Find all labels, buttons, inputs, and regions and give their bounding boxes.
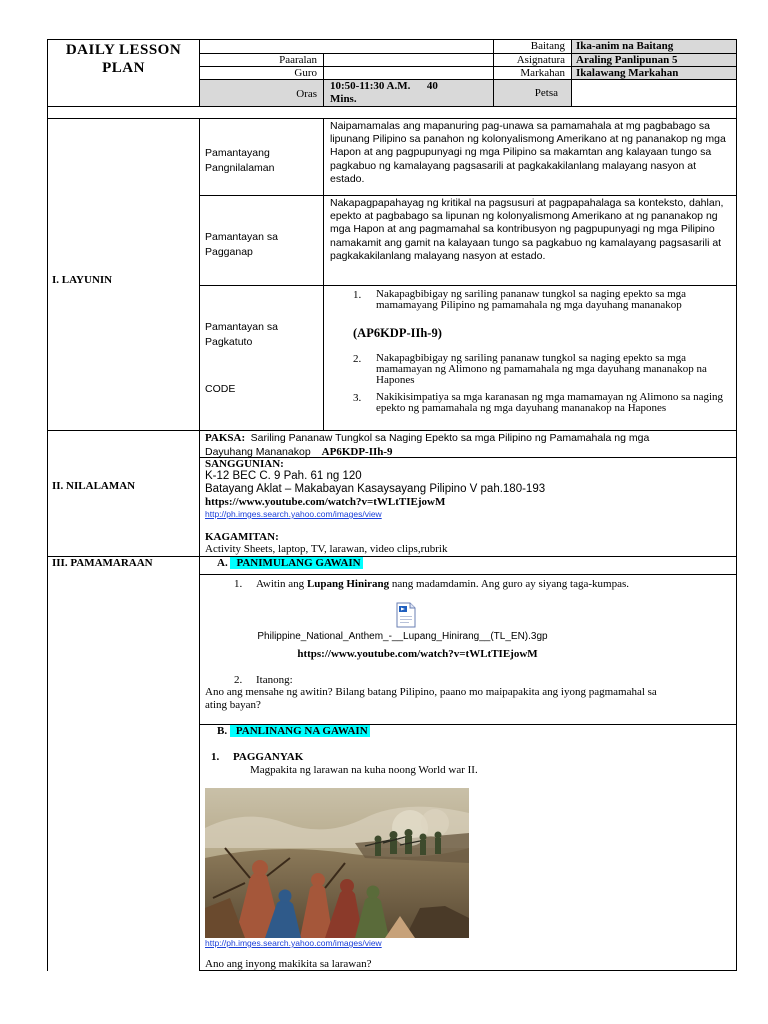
panlinang-gawain-title: PANLINANG NA GAWAIN	[230, 725, 370, 737]
objective-number-2: 2.	[353, 353, 362, 365]
objective-1: Nakapagbibigay ng sariling pananaw tungkol sa naging epekto sa mga mamamayang Pilipino ng pamamahala ng mga dayuhang mananakop	[376, 288, 687, 311]
pagganyak-number: 1.	[211, 751, 220, 763]
sanggunian-youtube-url[interactable]: https://www.youtube.com/watch?v=tWLtTIEjowM	[205, 496, 446, 508]
divider	[199, 285, 737, 286]
paksa-code: AP6KDP-IIh-9	[321, 446, 393, 458]
pagganyak-text: Magpakita ng larawan na kuha noong World war II.	[250, 764, 478, 776]
sanggunian-item-2: Batayang Aklat – Makabayan Kasaysayang Pilipino V pah.180-193	[205, 483, 546, 495]
pagganyak-label: PAGGANYAK	[233, 751, 304, 763]
table-border-right	[736, 39, 737, 971]
oras-value-line-2: Mins.	[330, 93, 357, 105]
divider	[199, 970, 737, 971]
paaralan-label: Paaralan	[279, 54, 317, 66]
layunin-section-label: I. LAYUNIN	[52, 274, 113, 286]
paaralan-field[interactable]	[324, 54, 493, 66]
objective-code: (AP6KDP-IIh-9)	[353, 326, 442, 340]
b-letter: B.	[217, 725, 228, 737]
sanggunian-label: SANGGUNIAN:	[205, 458, 284, 470]
itanong-question	[205, 686, 735, 711]
oras-label: Oras	[296, 88, 317, 100]
kagamitan-label: KAGAMITAN:	[205, 531, 279, 543]
objective-number-3: 3.	[353, 392, 362, 404]
pangnilalaman-label	[205, 146, 274, 176]
asignatura-value: Araling Panlipunan 5	[572, 54, 736, 66]
a-letter: A.	[217, 557, 228, 569]
paksa-block	[205, 431, 735, 459]
asignatura-label: Asignatura	[516, 54, 565, 66]
panimulang-gawain-heading	[217, 557, 363, 569]
video-file-icon[interactable]	[395, 602, 417, 628]
table-border-left	[47, 39, 48, 971]
pamamaraan-section-label: III. PAMAMARAAN	[52, 557, 153, 569]
itanong-question-line-1: Ano ang mensahe ng awitin? Bilang batang Pilipino, paano mo maipapakita ang iyong pagmamahal sa	[205, 686, 657, 698]
markahan-value: Ikalawang Markahan	[572, 67, 736, 79]
pangnilalaman-text: Naipamamalas ang mapanuring pag-unawa sa pamamahala at mg pagbabago sa lipunang Pilipino sa panahon ng kolonyalismong Amerikano at ng pananakop ng mga Hapon at ang pagpupunyagi ng mga Pilipino sa makamtan ang kalayaan tungo sa pagkabuo ng kamalayang pagsasarili at pagkakakilanlang malayang nasyon at estado.	[330, 120, 726, 185]
world-war-ii-image	[205, 788, 469, 938]
pagganap-text: Nakapagpapahayag ng kritikal na pagsusuri at pagpapahalaga sa konteksto, dahlan, epekto at pagbabago sa lipunan ng kolonyalismong Amerikano at ng pananakop ng mga Hapon at ang pagmamahal sa kontribusyon ng pagpupunyagi ng mga Pilipino namakamit ang gamit na kalayaan tungo sa pagkabuo ng kamalayang pagsasarili at pagkakakilanlang malayang nasyon at estado.	[330, 197, 724, 262]
guro-label: Guro	[294, 67, 317, 79]
step1-number: 1.	[234, 578, 243, 590]
pagkatuto-label	[205, 320, 278, 350]
step2-label: Itanong:	[256, 674, 293, 686]
sanggunian-yahoo-link[interactable]: http://ph.imges.search.yahoo.com/images/view	[205, 509, 382, 519]
step2-number: 2.	[234, 674, 243, 686]
pagganap-label-line-1: Pamantayan sa	[205, 231, 278, 243]
oras-value-line-1: 10:50-11:30 A.M. 40	[330, 80, 438, 92]
objective-3: Nakikisimpatiya sa mga karanasan ng mga mamamayan ng Alimono sa naging epekto ng pamamahala ng mga dayuhang mananakop na Hapones	[376, 391, 724, 414]
divider	[199, 195, 737, 196]
title-line-1: DAILY LESSON	[65, 42, 182, 58]
final-question: Ano ang inyong makikita sa larawan?	[205, 958, 372, 970]
video-youtube-url[interactable]: https://www.youtube.com/watch?v=tWLtTIEjowM	[297, 648, 538, 660]
paksa-text-line-1: Sariling Pananaw Tungkol sa Naging Epekto sa mga Pilipino ng Pamamahala ng mga	[250, 432, 650, 444]
pangnilalaman-label-line-2: Pangnilalaman	[205, 162, 275, 174]
itanong-question-line-2: ating bayan?	[205, 698, 261, 711]
step1-pre: Awitin ang	[256, 578, 307, 590]
panimulang-gawain-title: PANIMULANG GAWAIN	[230, 557, 362, 569]
pagganap-label-line-2: Pagganap	[205, 246, 253, 258]
divider	[47, 118, 737, 119]
video-file-name[interactable]: Philippine_National_Anthem_-__Lupang_Hinirang__(TL_EN).3gp	[257, 631, 548, 642]
divider	[199, 118, 200, 971]
objective-number-1: 1.	[353, 289, 362, 301]
step1-text	[256, 578, 732, 590]
paksa-text-line-2: Dayuhang Mananakop	[205, 446, 311, 458]
lesson-plan-title	[48, 41, 199, 77]
title-line-2: PLAN	[102, 60, 145, 76]
sanggunian-item-1: K-12 BEC C. 9 Pah. 61 ng 120	[205, 470, 362, 482]
markahan-label: Markahan	[520, 67, 565, 79]
divider	[199, 574, 737, 575]
step1-song: Lupang Hinirang	[306, 578, 390, 590]
kagamitan-text: Activity Sheets, laptop, TV, larawan, video clips,rubrik	[205, 543, 448, 555]
pagkatuto-label-line-2: Pagkatuto	[205, 336, 253, 348]
paksa-label: PAKSA:	[205, 432, 246, 444]
nilalaman-section-label: II. NILALAMAN	[52, 480, 136, 492]
code-label: CODE	[205, 383, 236, 395]
pangnilalaman-label-line-1: Pamantayang	[205, 147, 270, 159]
pagkatuto-label-line-1: Pamantayan sa	[205, 321, 278, 333]
petsa-label: Petsa	[534, 87, 558, 99]
panlinang-gawain-heading	[217, 725, 370, 737]
divider	[47, 106, 737, 107]
guro-field[interactable]	[324, 67, 493, 79]
baitang-value: Ika-anim na Baitang	[572, 40, 736, 53]
petsa-field[interactable]	[572, 80, 736, 106]
baitang-label: Baitang	[530, 40, 565, 52]
oras-value	[324, 80, 493, 106]
pagganap-label	[205, 230, 278, 260]
image-source-link[interactable]: http://ph.imges.search.yahoo.com/images/view	[205, 938, 382, 948]
objective-2: Nakapagbibigay ng sariling pananaw tungkol sa naging epekto sa mga mamamayan ng Alimono ng pamamahala ng mga dayuhang mananakop na Hapones	[376, 352, 707, 386]
step1-post: nang madamdamin. Ang guro ay siyang taga-kumpas.	[389, 578, 629, 590]
divider	[323, 118, 324, 430]
